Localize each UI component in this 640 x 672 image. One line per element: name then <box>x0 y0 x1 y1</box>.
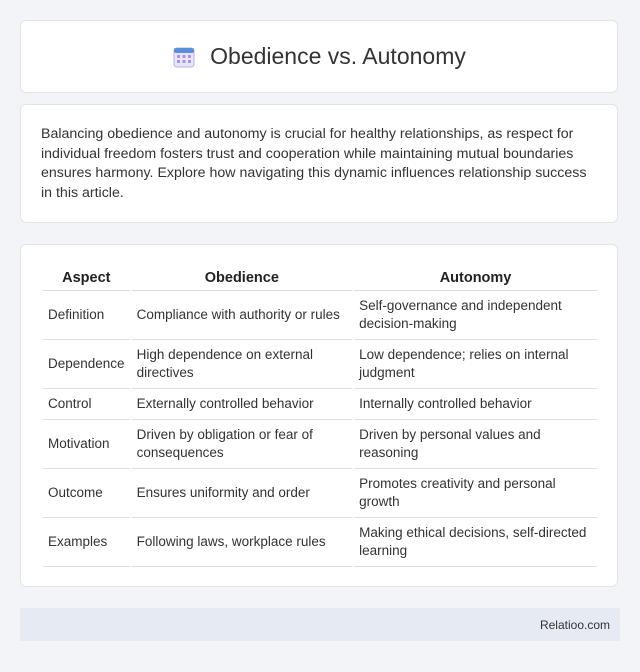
row-autonomy: Internally controlled behavior <box>354 389 597 420</box>
row-obedience: Externally controlled behavior <box>132 389 353 420</box>
footer-brand: Relatioo.com <box>539 617 610 632</box>
row-aspect: Dependence <box>43 340 130 389</box>
table-row <box>43 291 597 340</box>
table-row <box>43 340 597 389</box>
row-autonomy: Promotes creativity and personal growth <box>354 469 597 518</box>
row-obedience: High dependence on external directives <box>132 340 353 389</box>
row-aspect: Motivation <box>43 420 130 469</box>
row-obedience: Following laws, workplace rules <box>132 518 353 567</box>
table-row <box>43 420 597 469</box>
column-header-autonomy: Autonomy <box>354 265 597 291</box>
row-aspect: Control <box>43 389 130 420</box>
table-row <box>43 389 597 420</box>
row-aspect: Outcome <box>43 469 130 518</box>
intro-card <box>20 104 618 223</box>
column-header-obedience: Obedience <box>132 265 353 291</box>
comparison-table <box>41 265 599 567</box>
footer <box>20 608 620 641</box>
table-row <box>43 518 597 567</box>
page-title: Obedience vs. Autonomy <box>210 43 466 69</box>
row-autonomy: Making ethical decisions, self-directed learning <box>354 518 597 567</box>
row-obedience: Compliance with authority or rules <box>132 291 353 340</box>
comparison-table-card <box>20 244 618 587</box>
row-autonomy: Driven by personal values and reasoning <box>354 420 597 469</box>
row-aspect: Definition <box>43 291 130 340</box>
row-aspect: Examples <box>43 518 130 567</box>
table-header-row <box>43 265 597 291</box>
intro-text: Balancing obedience and autonomy is crucial for healthy relationships, as respect for individual freedom fosters trust and cooperation while maintaining mutual boundaries ensures harmony. Explore how navigating this dynamic influences relationship success in this article. <box>41 126 587 201</box>
header-card <box>20 20 618 93</box>
table-row <box>43 469 597 518</box>
row-autonomy: Low dependence; relies on internal judgment <box>354 340 597 389</box>
calendar-icon <box>172 45 196 69</box>
row-obedience: Driven by obligation or fear of consequences <box>132 420 353 469</box>
column-header-aspect: Aspect <box>43 265 130 291</box>
row-autonomy: Self-governance and independent decision-making <box>354 291 597 340</box>
row-obedience: Ensures uniformity and order <box>132 469 353 518</box>
